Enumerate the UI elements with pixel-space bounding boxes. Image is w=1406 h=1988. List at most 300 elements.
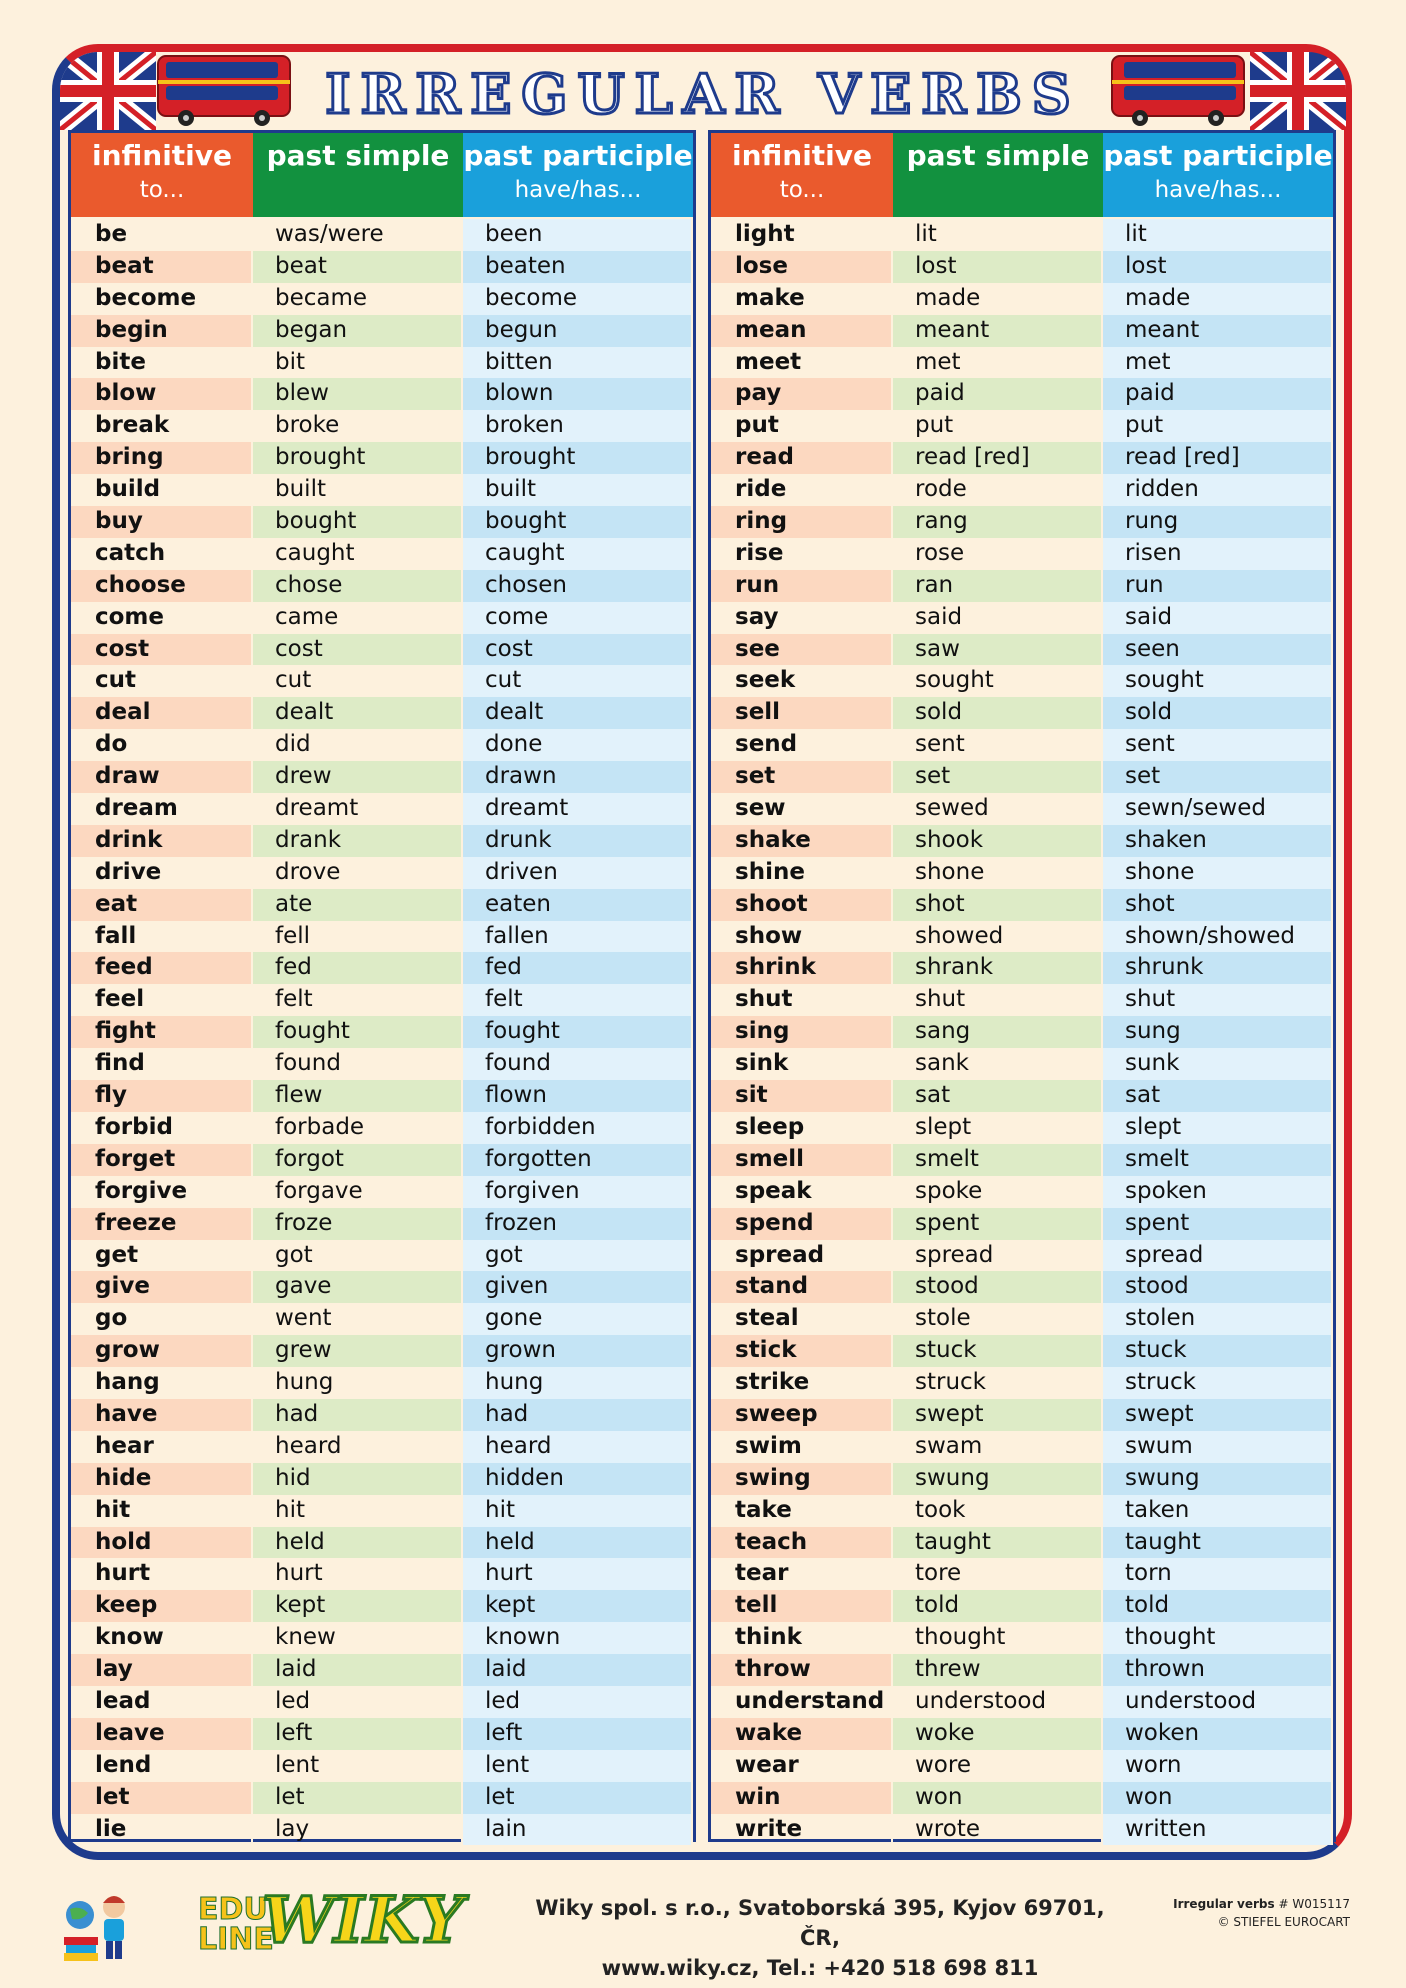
address-line-2: www.wiky.cz, Tel.: +420 518 698 811 [601, 1956, 1039, 1980]
infinitive-cell: sink [711, 1048, 893, 1080]
wiky-logo-text: WIKY [262, 1883, 464, 1958]
past-simple-cell: met [893, 347, 1103, 379]
union-jack-flag-left [60, 52, 156, 130]
past-simple-cell: sewed [893, 793, 1103, 825]
red-bus-icon-left [154, 54, 294, 128]
past-participle-cell: gone [463, 1303, 693, 1335]
past-simple-cell: lay [253, 1814, 463, 1846]
past-simple-cell: smelt [893, 1144, 1103, 1176]
table-row [711, 825, 1333, 857]
infinitive-cell: wear [711, 1750, 893, 1782]
infinitive-cell: bite [71, 347, 253, 379]
past-participle-cell: hung [463, 1367, 693, 1399]
past-participle-cell: sunk [1103, 1048, 1333, 1080]
past-participle-cell: come [463, 602, 693, 634]
infinitive-cell: get [71, 1240, 253, 1272]
past-participle-cell: built [463, 474, 693, 506]
past-participle-cell: told [1103, 1590, 1333, 1622]
table-body [711, 217, 1333, 1845]
past-participle-cell: won [1103, 1782, 1333, 1814]
past-participle-cell: shrunk [1103, 952, 1333, 984]
past-simple-cell: blew [253, 378, 463, 410]
past-simple-cell: kept [253, 1590, 463, 1622]
table-row [711, 442, 1333, 474]
table-row [71, 283, 693, 315]
past-simple-cell: sank [893, 1048, 1103, 1080]
table-row [71, 219, 693, 251]
infinitive-cell: tear [711, 1558, 893, 1590]
past-participle-cell: shaken [1103, 825, 1333, 857]
table-row [711, 921, 1333, 953]
past-simple-cell: held [253, 1527, 463, 1559]
past-simple-cell: paid [893, 378, 1103, 410]
infinitive-cell: rise [711, 538, 893, 570]
table-row [71, 1144, 693, 1176]
publisher-address [520, 1893, 1120, 1983]
past-participle-cell: led [463, 1686, 693, 1718]
past-participle-cell: held [463, 1527, 693, 1559]
table-row [71, 1048, 693, 1080]
table-row [71, 1208, 693, 1240]
past-participle-cell: met [1103, 347, 1333, 379]
header-past-participle-sub: have/has... [1154, 177, 1282, 203]
header-past-simple [893, 133, 1103, 217]
table-row [71, 1782, 693, 1814]
infinitive-cell: find [71, 1048, 253, 1080]
infinitive-cell: hang [71, 1367, 253, 1399]
past-simple-cell: shot [893, 889, 1103, 921]
table-row [71, 1654, 693, 1686]
table-row [71, 1527, 693, 1559]
table-row [711, 1558, 1333, 1590]
table-row [711, 1431, 1333, 1463]
infinitive-cell: drink [71, 825, 253, 857]
past-simple-cell: had [253, 1399, 463, 1431]
past-participle-cell: woken [1103, 1718, 1333, 1750]
table-row [71, 761, 693, 793]
product-name: Irregular verbs [1173, 1897, 1275, 1911]
infinitive-cell: become [71, 283, 253, 315]
past-simple-cell: caught [253, 538, 463, 570]
past-simple-cell: led [253, 1686, 463, 1718]
past-participle-cell: given [463, 1271, 693, 1303]
past-simple-cell: sent [893, 729, 1103, 761]
edu-logo-bottom: LINE [198, 1922, 274, 1957]
table-row [71, 410, 693, 442]
infinitive-cell: light [711, 219, 893, 251]
past-simple-cell: grew [253, 1335, 463, 1367]
infinitive-cell: show [711, 921, 893, 953]
infinitive-cell: lead [71, 1686, 253, 1718]
table-row [711, 1303, 1333, 1335]
past-simple-cell: rang [893, 506, 1103, 538]
past-simple-cell: saw [893, 634, 1103, 666]
product-line [1130, 1895, 1350, 1913]
past-participle-cell: done [463, 729, 693, 761]
past-simple-cell: shut [893, 984, 1103, 1016]
past-participle-cell: taught [1103, 1527, 1333, 1559]
infinitive-cell: strike [711, 1367, 893, 1399]
past-simple-cell: hit [253, 1495, 463, 1527]
past-participle-cell: paid [1103, 378, 1333, 410]
past-participle-cell: begun [463, 315, 693, 347]
past-simple-cell: stole [893, 1303, 1103, 1335]
past-participle-cell: lost [1103, 251, 1333, 283]
past-simple-cell: got [253, 1240, 463, 1272]
past-simple-cell: wore [893, 1750, 1103, 1782]
past-simple-cell: heard [253, 1431, 463, 1463]
infinitive-cell: go [71, 1303, 253, 1335]
infinitive-cell: sew [711, 793, 893, 825]
header-infinitive-label: infinitive [731, 139, 873, 172]
past-simple-cell: lit [893, 219, 1103, 251]
table-row [71, 538, 693, 570]
infinitive-cell: let [71, 1782, 253, 1814]
table-row [71, 857, 693, 889]
past-simple-cell: came [253, 602, 463, 634]
table-row [71, 1240, 693, 1272]
past-simple-cell: was/were [253, 219, 463, 251]
header-infinitive-sub: to... [139, 177, 185, 203]
product-code: # W015117 [1278, 1897, 1350, 1911]
past-participle-cell: dreamt [463, 793, 693, 825]
table-row [71, 1016, 693, 1048]
past-participle-cell: forgiven [463, 1176, 693, 1208]
infinitive-cell: fall [71, 921, 253, 953]
infinitive-cell: swing [711, 1463, 893, 1495]
past-simple-cell: forgot [253, 1144, 463, 1176]
address-line-1: Wiky spol. s r.o., Svatoborská 395, Kyjov 69701, ČR, [535, 1896, 1105, 1950]
past-simple-cell: rode [893, 474, 1103, 506]
past-participle-cell: fought [463, 1016, 693, 1048]
past-participle-cell: heard [463, 1431, 693, 1463]
table-row [711, 1399, 1333, 1431]
table-row [71, 1558, 693, 1590]
infinitive-cell: begin [71, 315, 253, 347]
child-with-globe-icon [58, 1885, 138, 1965]
past-simple-cell: built [253, 474, 463, 506]
table-row [711, 1271, 1333, 1303]
infinitive-cell: be [71, 219, 253, 251]
past-participle-cell: got [463, 1240, 693, 1272]
infinitive-cell: sleep [711, 1112, 893, 1144]
table-row [71, 1750, 693, 1782]
past-simple-cell: did [253, 729, 463, 761]
past-participle-cell: spoken [1103, 1176, 1333, 1208]
past-participle-cell: chosen [463, 570, 693, 602]
past-simple-cell: shook [893, 825, 1103, 857]
past-simple-cell: forbade [253, 1112, 463, 1144]
past-simple-cell: bit [253, 347, 463, 379]
past-participle-cell: sewn/sewed [1103, 793, 1333, 825]
past-simple-cell: lost [893, 251, 1103, 283]
past-simple-cell: ate [253, 889, 463, 921]
infinitive-cell: put [711, 410, 893, 442]
past-participle-cell: shone [1103, 857, 1333, 889]
table-row [71, 1463, 693, 1495]
past-participle-cell: understood [1103, 1686, 1333, 1718]
past-participle-cell: set [1103, 761, 1333, 793]
past-participle-cell: drawn [463, 761, 693, 793]
header-past-simple-label: past simple [266, 139, 450, 172]
header-past-simple-label: past simple [906, 139, 1090, 172]
infinitive-cell: grow [71, 1335, 253, 1367]
past-participle-cell: swept [1103, 1399, 1333, 1431]
infinitive-cell: swim [711, 1431, 893, 1463]
infinitive-cell: come [71, 602, 253, 634]
table-row [71, 921, 693, 953]
table-row [711, 1590, 1333, 1622]
edu-logo-top: EDU [198, 1892, 268, 1927]
footer [0, 1875, 1406, 1980]
table-row [711, 1750, 1333, 1782]
table-row [71, 793, 693, 825]
infinitive-cell: make [711, 283, 893, 315]
union-jack-flag-right [1250, 52, 1346, 130]
table-row [711, 697, 1333, 729]
infinitive-cell: pay [711, 378, 893, 410]
infinitive-cell: hide [71, 1463, 253, 1495]
past-participle-cell: broken [463, 410, 693, 442]
product-info [1130, 1895, 1350, 1931]
past-participle-cell: bitten [463, 347, 693, 379]
edu-line-logo [58, 1885, 274, 1965]
infinitive-cell: ring [711, 506, 893, 538]
past-simple-cell: spent [893, 1208, 1103, 1240]
past-participle-cell: flown [463, 1080, 693, 1112]
header-infinitive [71, 133, 253, 217]
past-simple-cell: stood [893, 1271, 1103, 1303]
infinitive-cell: sing [711, 1016, 893, 1048]
table-row [71, 251, 693, 283]
infinitive-cell: catch [71, 538, 253, 570]
infinitive-cell: fight [71, 1016, 253, 1048]
table-row [71, 1367, 693, 1399]
table-row [71, 1303, 693, 1335]
infinitive-cell: hold [71, 1527, 253, 1559]
past-simple-cell: slept [893, 1112, 1103, 1144]
past-participle-cell: bought [463, 506, 693, 538]
infinitive-cell: meet [711, 347, 893, 379]
header-infinitive-label: infinitive [91, 139, 233, 172]
infinitive-cell: forget [71, 1144, 253, 1176]
infinitive-cell: shoot [711, 889, 893, 921]
infinitive-cell: tell [711, 1590, 893, 1622]
past-participle-cell: torn [1103, 1558, 1333, 1590]
table-row [711, 984, 1333, 1016]
past-simple-cell: rose [893, 538, 1103, 570]
table-row [711, 1622, 1333, 1654]
table-row [711, 315, 1333, 347]
table-row [711, 1527, 1333, 1559]
infinitive-cell: eat [71, 889, 253, 921]
past-participle-cell: put [1103, 410, 1333, 442]
past-participle-cell: thrown [1103, 1654, 1333, 1686]
past-simple-cell: tore [893, 1558, 1103, 1590]
infinitive-cell: read [711, 442, 893, 474]
infinitive-cell: understand [711, 1686, 893, 1718]
past-participle-cell: stood [1103, 1271, 1333, 1303]
past-participle-cell: brought [463, 442, 693, 474]
table-row [711, 538, 1333, 570]
infinitive-cell: stand [711, 1271, 893, 1303]
infinitive-cell: fly [71, 1080, 253, 1112]
table-row [711, 474, 1333, 506]
past-simple-cell: froze [253, 1208, 463, 1240]
past-participle-cell: driven [463, 857, 693, 889]
infinitive-cell: win [711, 1782, 893, 1814]
past-participle-cell: forbidden [463, 1112, 693, 1144]
table-row [711, 1208, 1333, 1240]
past-participle-cell: hidden [463, 1463, 693, 1495]
past-participle-cell: lent [463, 1750, 693, 1782]
infinitive-cell: sweep [711, 1399, 893, 1431]
past-participle-cell: shown/showed [1103, 921, 1333, 953]
table-row [711, 1814, 1333, 1846]
table-row [711, 1080, 1333, 1112]
table-row [711, 251, 1333, 283]
header-past-participle-label: past participle [463, 139, 693, 172]
table-row [711, 1495, 1333, 1527]
past-simple-cell: laid [253, 1654, 463, 1686]
past-participle-cell: cost [463, 634, 693, 666]
past-simple-cell: beat [253, 251, 463, 283]
red-bus-icon-right [1108, 54, 1248, 128]
past-simple-cell: swam [893, 1431, 1103, 1463]
infinitive-cell: drive [71, 857, 253, 889]
infinitive-cell: spread [711, 1240, 893, 1272]
table-row [711, 1335, 1333, 1367]
table-row [711, 506, 1333, 538]
past-participle-cell: kept [463, 1590, 693, 1622]
header-past-participle-sub: have/has... [514, 177, 642, 203]
infinitive-cell: feed [71, 952, 253, 984]
infinitive-cell: blow [71, 378, 253, 410]
table-row [71, 474, 693, 506]
copyright: © STIEFEL EUROCART [1217, 1915, 1350, 1929]
header-infinitive-sub: to... [779, 177, 825, 203]
table-row [71, 889, 693, 921]
table-row [711, 793, 1333, 825]
infinitive-cell: cut [71, 665, 253, 697]
past-simple-cell: sat [893, 1080, 1103, 1112]
infinitive-cell: cost [71, 634, 253, 666]
infinitive-cell: stick [711, 1335, 893, 1367]
table-row [71, 347, 693, 379]
past-participle-cell: drunk [463, 825, 693, 857]
infinitive-cell: know [71, 1622, 253, 1654]
infinitive-cell: give [71, 1271, 253, 1303]
past-simple-cell: showed [893, 921, 1103, 953]
table-row [711, 857, 1333, 889]
infinitive-cell: buy [71, 506, 253, 538]
infinitive-cell: lay [71, 1654, 253, 1686]
past-simple-cell: bought [253, 506, 463, 538]
infinitive-cell: draw [71, 761, 253, 793]
past-participle-cell: thought [1103, 1622, 1333, 1654]
past-participle-cell: blown [463, 378, 693, 410]
table-row [711, 952, 1333, 984]
header-past-simple [253, 133, 463, 217]
table-row [71, 952, 693, 984]
table-row [711, 1367, 1333, 1399]
past-simple-cell: fought [253, 1016, 463, 1048]
header-past-participle [1103, 133, 1333, 217]
past-simple-cell: fed [253, 952, 463, 984]
past-simple-cell: said [893, 602, 1103, 634]
past-simple-cell: read [red] [893, 442, 1103, 474]
past-participle-cell: meant [1103, 315, 1333, 347]
table-row [71, 697, 693, 729]
past-participle-cell: hit [463, 1495, 693, 1527]
infinitive-cell: feel [71, 984, 253, 1016]
past-participle-cell: laid [463, 1654, 693, 1686]
table-row [71, 315, 693, 347]
past-simple-cell: drove [253, 857, 463, 889]
past-participle-cell: sought [1103, 665, 1333, 697]
past-participle-cell: sold [1103, 697, 1333, 729]
past-participle-cell: eaten [463, 889, 693, 921]
past-simple-cell: left [253, 1718, 463, 1750]
table-row [71, 1590, 693, 1622]
past-simple-cell: forgave [253, 1176, 463, 1208]
table-header [71, 133, 693, 217]
table-row [711, 1654, 1333, 1686]
past-participle-cell: beaten [463, 251, 693, 283]
infinitive-cell: sell [711, 697, 893, 729]
infinitive-cell: break [71, 410, 253, 442]
past-simple-cell: understood [893, 1686, 1103, 1718]
past-simple-cell: fell [253, 921, 463, 953]
table-row [711, 1048, 1333, 1080]
table-row [711, 410, 1333, 442]
past-participle-cell: had [463, 1399, 693, 1431]
past-simple-cell: knew [253, 1622, 463, 1654]
past-participle-cell: lain [463, 1814, 693, 1846]
past-participle-cell: hurt [463, 1558, 693, 1590]
past-simple-cell: put [893, 410, 1103, 442]
table-row [711, 1463, 1333, 1495]
table-row [71, 1112, 693, 1144]
past-simple-cell: hung [253, 1367, 463, 1399]
infinitive-cell: keep [71, 1590, 253, 1622]
table-row [711, 634, 1333, 666]
infinitive-cell: run [711, 570, 893, 602]
past-participle-cell: swung [1103, 1463, 1333, 1495]
past-participle-cell: made [1103, 283, 1333, 315]
wiky-logo [262, 1881, 472, 1961]
verbs-table-right [708, 130, 1336, 1842]
infinitive-cell: shake [711, 825, 893, 857]
past-simple-cell: meant [893, 315, 1103, 347]
header-infinitive [711, 133, 893, 217]
past-participle-cell: shot [1103, 889, 1333, 921]
infinitive-cell: choose [71, 570, 253, 602]
infinitive-cell: forgive [71, 1176, 253, 1208]
table-row [71, 1176, 693, 1208]
infinitive-cell: take [711, 1495, 893, 1527]
past-participle-cell: grown [463, 1335, 693, 1367]
infinitive-cell: say [711, 602, 893, 634]
past-participle-cell: ridden [1103, 474, 1333, 506]
past-simple-cell: sold [893, 697, 1103, 729]
table-row [711, 729, 1333, 761]
table-row [71, 984, 693, 1016]
past-simple-cell: cut [253, 665, 463, 697]
infinitive-cell: do [71, 729, 253, 761]
infinitive-cell: have [71, 1399, 253, 1431]
past-simple-cell: drew [253, 761, 463, 793]
